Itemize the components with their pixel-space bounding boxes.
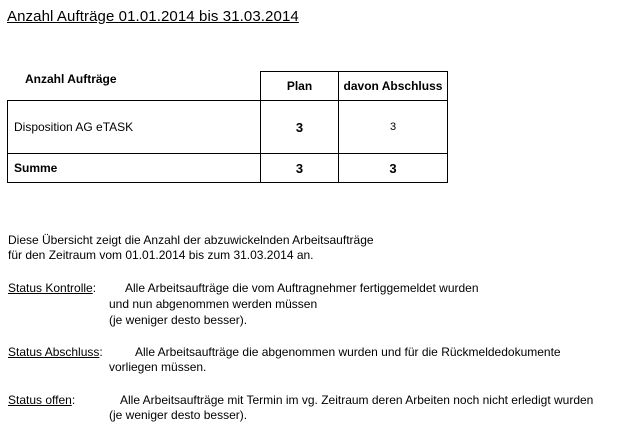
status-abschluss-line-2: vorliegen müssen. (109, 360, 207, 374)
page-title: Anzahl Aufträge 01.01.2014 bis 31.03.2014 (7, 8, 299, 25)
sum-row (8, 154, 448, 183)
intro-line-2: für den Zeitraum vom 01.01.2014 bis zum 31.03.2014 an. (8, 248, 314, 262)
row-plan-value: 3 (261, 101, 339, 154)
status-kontrolle-line-2: und nun abgenommen werden müssen (109, 297, 318, 311)
status-abschluss-heading (8, 345, 103, 360)
status-abschluss-line-1: Alle Arbeitsaufträge die abgenommen wurden und für die Rückmeldedokumente (135, 345, 561, 359)
status-kontrolle-line-1: Alle Arbeitsaufträge die vom Auftragnehmer fertiggemeldet wurden (125, 281, 479, 295)
table-header-label: Anzahl Aufträge (25, 72, 117, 86)
column-header-plan: Plan (261, 72, 339, 101)
status-offen-label: Status offen (8, 393, 72, 407)
table-row (8, 101, 448, 154)
status-offen-heading (8, 393, 75, 408)
status-kontrolle-label: Status Kontrolle (8, 281, 93, 295)
status-abschluss-colon: : (99, 345, 103, 359)
status-abschluss-label: Status Abschluss (8, 345, 100, 359)
status-offen-line-1: Alle Arbeitsaufträge mit Termin im vg. Zeitraum deren Arbeiten noch nicht erledigt wurden (120, 393, 594, 407)
column-header-abschluss: davon Abschluss (339, 72, 448, 101)
status-offen-line-2: (je weniger desto besser). (109, 408, 248, 422)
status-kontrolle-colon: : (92, 281, 97, 295)
status-kontrolle-line-3: (je weniger desto besser). (109, 313, 248, 327)
sum-label: Summe (8, 154, 261, 183)
row-label: Disposition AG eTASK (8, 101, 261, 154)
status-offen-colon: : (71, 393, 76, 407)
sum-abschluss-value: 3 (339, 154, 448, 183)
intro-line-1: Diese Übersicht zeigt die Anzahl der abzuwickelnden Arbeitsaufträge (8, 233, 374, 247)
status-kontrolle-heading (8, 281, 96, 296)
row-abschluss-value: 3 (339, 101, 448, 154)
orders-table (7, 71, 448, 183)
sum-plan-value: 3 (261, 154, 339, 183)
